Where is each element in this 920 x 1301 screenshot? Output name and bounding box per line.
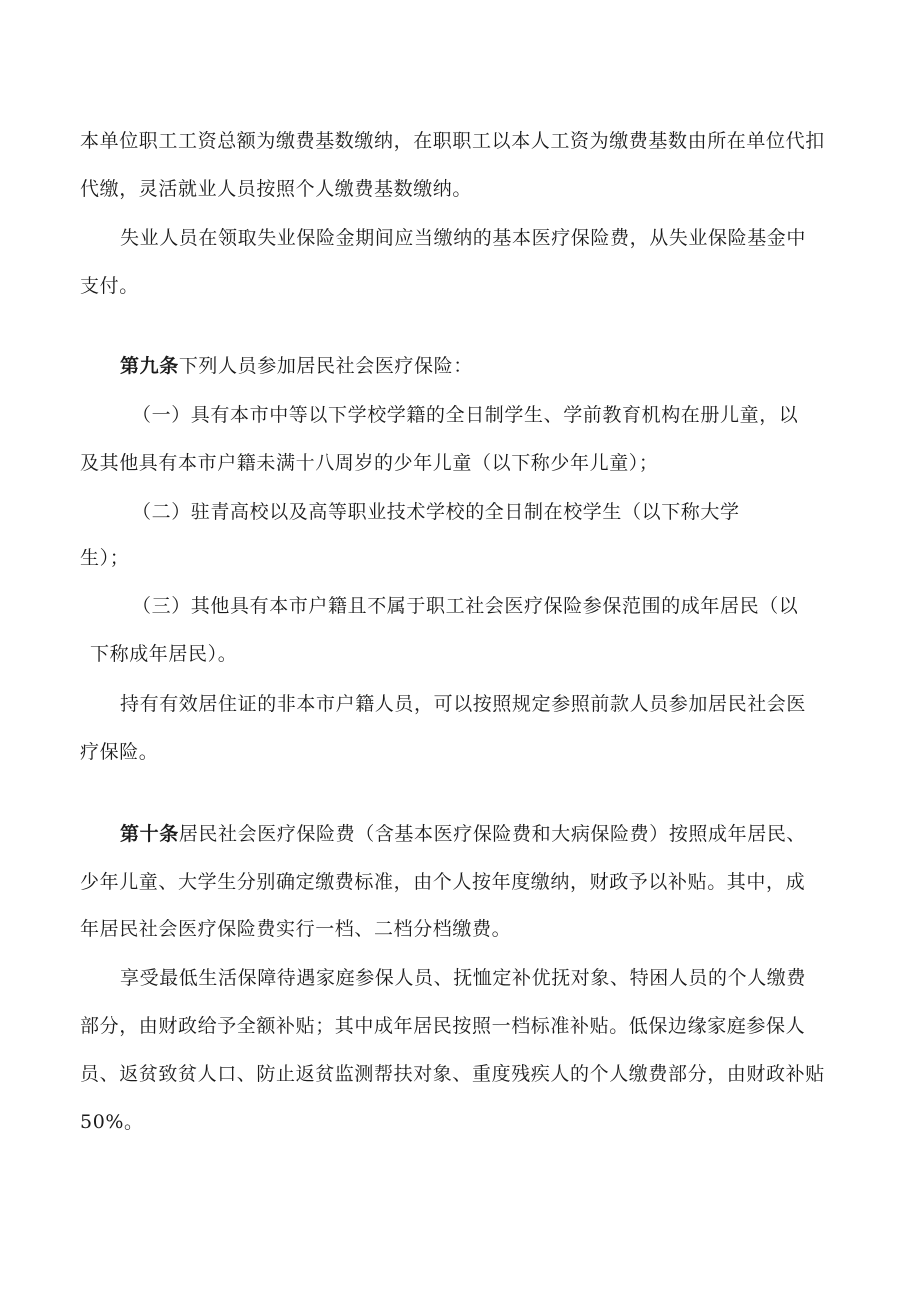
item-2-line-2: 生）； (80, 547, 130, 569)
article-10-heading: 第十条 (120, 823, 179, 845)
article-10-line-2: 少年儿童、大学生分别确定缴费标准，由个人按年度缴纳，财政予以补贴。其中，成 (80, 871, 806, 893)
article-9-paragraph (120, 354, 473, 378)
paragraph-2-line-2: 支付。 (80, 275, 139, 297)
item-1-line-2: 及其他具有本市户籍未满十八周岁的少年儿童（以下称少年儿童）； (80, 452, 659, 474)
article-10-line-1: 居民社会医疗保险费（含基本医疗保险费和大病保险费）按照成年居民、 (178, 823, 807, 845)
paragraph-3-line-2: 疗保险。 (80, 741, 159, 763)
paragraph-1-line-1: 本单位职工工资总额为缴费基数缴纳，在职职工以本人工资为缴费基数由所在单位代扣 (80, 130, 825, 152)
paragraph-4-line-2: 部分，由财政给予全额补贴；其中成年居民按照一档标准补贴。低保边缘家庭参保人 (80, 1015, 806, 1037)
article-10-line-3: 年居民社会医疗保险费实行一档、二档分档缴费。 (80, 918, 512, 940)
article-9-text: 下列人员参加居民社会医疗保险： (178, 355, 473, 377)
item-1-line-1: （一）具有本市中等以下学校学籍的全日制学生、学前教育机构在册儿童，以 (132, 404, 799, 426)
article-10-paragraph (120, 822, 806, 846)
article-9-heading: 第九条 (120, 355, 179, 377)
paragraph-2-line-1: 失业人员在领取失业保险金期间应当缴纳的基本医疗保险费，从失业保险基金中 (120, 227, 807, 249)
item-3-line-2: 下称成年居民）。 (90, 643, 238, 665)
paragraph-4-line-1: 享受最低生活保障待遇家庭参保人员、抚恤定补优抚对象、特困人员的个人缴费 (120, 967, 807, 989)
paragraph-3-line-1: 持有有效居住证的非本市户籍人员，可以按照规定参照前款人员参加居民社会医 (120, 693, 807, 715)
paragraph-1-line-2: 代缴，灵活就业人员按照个人缴费基数缴纳。 (80, 178, 473, 200)
paragraph-4-line-3: 员、返贫致贫人口、防止返贫监测帮扶对象、重度残疾人的个人缴费部分，由财政补贴 (80, 1063, 825, 1085)
paragraph-4-line-4: 50%。 (80, 1111, 144, 1133)
item-2-line-1: （二）驻青高校以及高等职业技术学校的全日制在校学生（以下称大学 (132, 501, 740, 523)
item-3-line-1: （三）其他具有本市户籍且不属于职工社会医疗保险参保范围的成年居民（以 (132, 595, 799, 617)
